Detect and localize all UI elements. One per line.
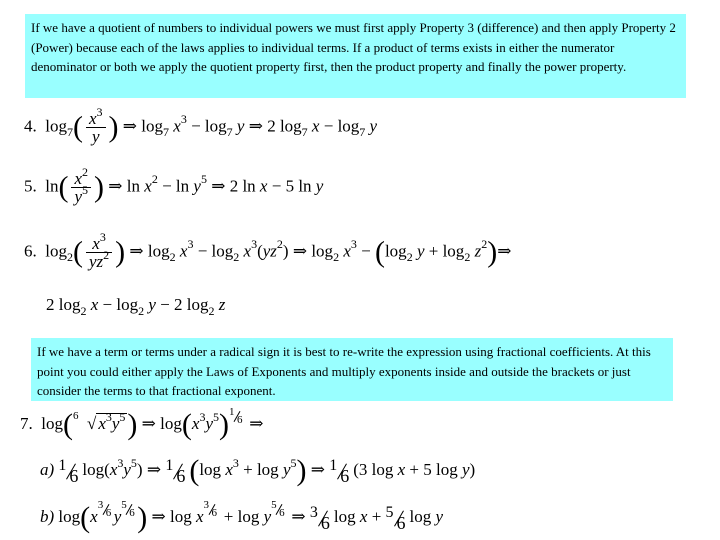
example-7-number: 7.	[20, 413, 33, 433]
example-7a-label: a)	[40, 459, 55, 479]
example-6-number: 6.	[24, 241, 37, 261]
explanation-box-radical	[31, 338, 673, 401]
example-7b: b) log(x 3 6 y 5 6 ) ⇒ log x 3 6 + log y 5 6 ⇒ 3 6 log x + 5 6 log y	[40, 499, 444, 534]
example-6: 6. $\log_2$( $\frac{x^3}{yz^2}$ ) ⇒ $\log_2 x^3 - \log_2 x^3(yz^2)$ ⇒ $\log_2 x^3 - (\log_2$ $y + \log_2$ $z^2)\Rightarrow$	[24, 230, 512, 271]
example-4: 4. $\log_7$( $\frac{x^3}{y}$ ) ⇒ $\log_7 x^3 - \log_7 y$ ⇒ 2 $\log_7 x - \log_7 y$	[24, 105, 378, 146]
example-7a: a) 1 6 $\log(x^3y^5)$ ⇒ 1 6 (log $x^3 + \log y^5$) ⇒ 1 6 (3 log x + 5 log y)	[40, 454, 476, 487]
example-4-number: 4.	[24, 116, 37, 136]
example-6-result: 2 $\log_2 x - \log_2 y - 2$ $\log_2 z$	[46, 295, 226, 318]
explanation-box-quotient	[25, 14, 686, 98]
example-5-number: 5.	[24, 176, 37, 196]
example-7: 7. log( 6 √ $x^3y^5$) ⇒ $\log(x^3y^5)$ 1 6 ⇒	[20, 406, 264, 441]
example-5: 5. ln( $\frac{x^2}{y^5}$ ) ⇒ $\ln x^2 - \ln y^5$ ⇒ 2 ln x − 5 ln y	[24, 165, 324, 206]
explanation-text-radical: If we have a term or terms under a radical sign it is best to re-write the expression using fractional coefficients. At this point you could either apply the Laws of Exponents and multiply exponents inside and outside the brackets or just consider the terms to that fractional exponent.	[37, 344, 651, 398]
explanation-text-quotient: If we have a quotient of numbers to individual powers we must first apply Property 3 (difference) and then apply Property 2 (Power) because each of the laws applies to individual terms. If a product of terms exists in either the numerator denominator or both we apply the quotient property first, then the product property and finally the power property.	[31, 20, 676, 74]
example-7b-label: b)	[40, 506, 55, 526]
